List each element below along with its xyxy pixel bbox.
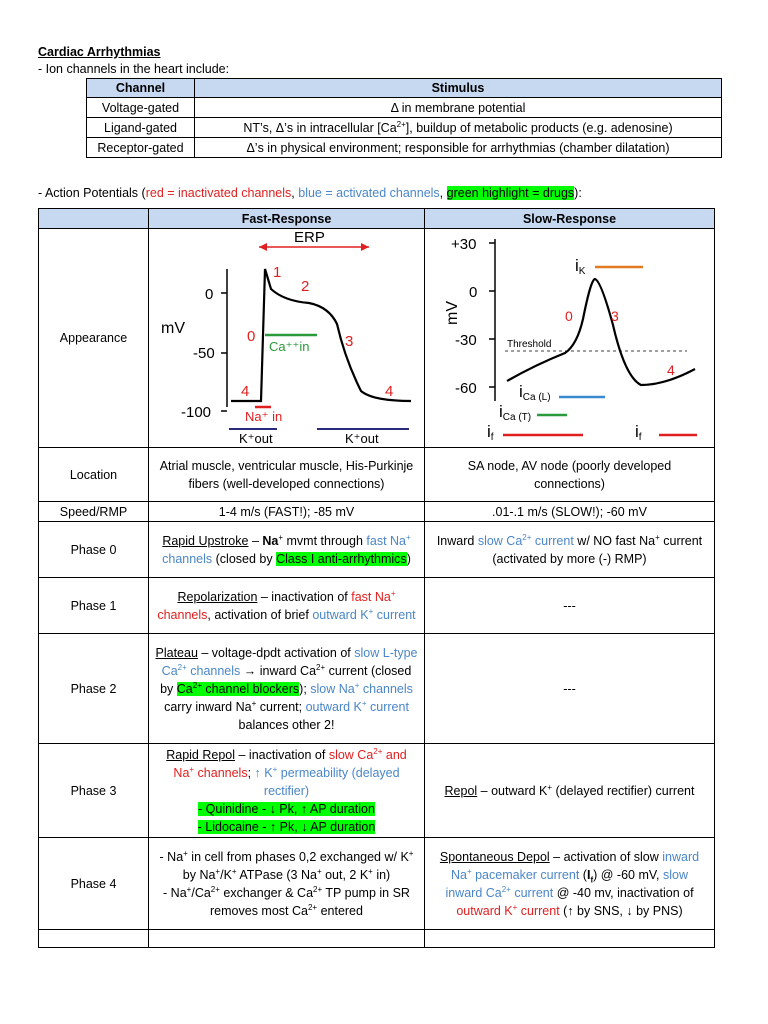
col-header-slow: Slow-Response (425, 209, 715, 229)
if-label: if (635, 422, 642, 443)
row-phase0 (39, 522, 715, 578)
document-page (38, 44, 718, 918)
ap-legend-line: - Action Potentials (red = inactivated channels, blue = activated channels, green highlight = drugs): (38, 186, 582, 200)
action-potential-table (38, 208, 715, 948)
ca-in-label: Ca⁺⁺in (269, 339, 310, 354)
y-axis-label: mV (444, 301, 461, 325)
slow-phase2: --- (425, 634, 715, 744)
tick-label: -30 (455, 332, 477, 349)
table-row (87, 118, 722, 138)
channels-table (86, 78, 722, 158)
corner-header (39, 209, 149, 229)
slow-phase4: Spontaneous Depol – activation of slow inward Na+ pacemaker current $(I_f)$ @ -60 mV, slow inward $Ca^{2+}$ current @ -40 mv, inactivation of outward K+ current (↑ by SNS, ↓ by PNS) (425, 838, 715, 930)
row-label: Phase 2 (39, 634, 149, 744)
row-phase4 (39, 838, 715, 930)
row-speed (39, 502, 715, 522)
row-phase3 (39, 744, 715, 838)
phase-label: 4 (667, 362, 675, 378)
slow-speed: .01-.1 m/s (SLOW!); -60 mV (425, 502, 715, 522)
fast-phase3: Rapid Repol – inactivation of slow $Ca^{2+}$ and Na+ channels; ↑ K+ permeability (delayed rectifier) - Quinidine - ↓ Pk, ↑ AP duration - Lidocaine - ↑ Pk, ↓ AP duration (149, 744, 425, 838)
k-out-label: K⁺out (239, 431, 273, 446)
row-label: Phase 0 (39, 522, 149, 578)
ical-label: iCa (L) (519, 382, 551, 403)
erp-label: ERP (294, 229, 325, 246)
if-label: if (487, 422, 494, 443)
slow-phase0: Inward slow $Ca^{2+}$ current w/ NO fast Na+ current (activated by more (-) RMP) (425, 522, 715, 578)
channel-cell: Receptor-gated (87, 138, 195, 158)
row-label: Speed/RMP (39, 502, 149, 522)
slow-response-chart (425, 229, 714, 447)
tick-label: -50 (193, 345, 215, 362)
k-out-label: K⁺out (345, 431, 379, 446)
intro-line: - Ion channels in the heart include: (38, 62, 230, 76)
table-row (87, 98, 722, 118)
row-appearance (39, 229, 715, 448)
fast-location: Atrial muscle, ventricular muscle, His-Purkinje fibers (well-developed connections) (149, 448, 425, 502)
slow-phase1: --- (425, 578, 715, 634)
fast-phase4: - Na+ in cell from phases 0,2 exchanged w/ K+ by Na+/K+ ATPase (3 Na+ out, 2 K+ in) - $Na^+/Ca^{2+}$ exchanger & $Ca^{2+}$ TP pump in SR removes most $Ca^{2+}$ entered (149, 838, 425, 930)
row-label: Phase 1 (39, 578, 149, 634)
phase-label: 4 (241, 383, 250, 400)
phase-label: 4 (385, 383, 394, 400)
threshold-label: Threshold (507, 339, 552, 350)
tick-label: 0 (205, 286, 214, 303)
stimulus-cell: Δ in membrane potential (195, 98, 722, 118)
fast-ap-curve (231, 269, 411, 401)
icat-label: iCa (T) (499, 402, 532, 423)
slow-phase3: Repol – outward K+ (delayed rectifier) current (425, 744, 715, 838)
row-location (39, 448, 715, 502)
row-label: Phase 4 (39, 838, 149, 930)
phase-label: 1 (273, 264, 282, 281)
slow-location: SA node, AV node (poorly developed connections) (425, 448, 715, 502)
fast-response-chart (149, 229, 424, 447)
row-label: Phase 3 (39, 744, 149, 838)
channel-cell: Ligand-gated (87, 118, 195, 138)
fast-speed: 1-4 m/s (FAST!); -85 mV (149, 502, 425, 522)
row-phase2 (39, 634, 715, 744)
y-axis-label: mV (161, 320, 185, 337)
stimulus-cell: Δ’s in physical environment; responsible for arrhythmias (chamber dilatation) (195, 138, 722, 158)
row-label: Location (39, 448, 149, 502)
stimulus-cell: NT’s, Δ’s in intracellular $[Ca^{2+}]$, buildup of metabolic products (e.g. adenosine) (195, 118, 722, 138)
tick-label: -60 (455, 380, 477, 397)
row-empty (39, 930, 715, 948)
fast-phase0: Rapid Upstroke – Na+ mvmt through fast Na+ channels (closed by Class I anti-arrhythmics) (149, 522, 425, 578)
col-header-fast: Fast-Response (149, 209, 425, 229)
row-phase1 (39, 578, 715, 634)
col-header-channel: Channel (87, 79, 195, 98)
page-title: Cardiac Arrhythmias (38, 45, 161, 59)
phase-label: 0 (565, 308, 573, 324)
tick-label: -100 (181, 404, 212, 421)
col-header-stimulus: Stimulus (195, 79, 722, 98)
phase-label: 2 (301, 278, 310, 295)
table-row (87, 138, 722, 158)
phase-label: 3 (611, 308, 619, 324)
row-label: Appearance (39, 229, 149, 448)
channel-cell: Voltage-gated (87, 98, 195, 118)
na-in-label: Na⁺ in (245, 409, 283, 424)
phase-label: 3 (345, 333, 354, 350)
fast-phase2: Plateau – voltage-dpdt activation of slow L-type $Ca^{2+}$ channels → inward $Ca^{2+}$ current (closed by $Ca^{2+}$ channel blockers); slow Na+ channels carry inward Na+ current; outward K+ current balances other 2! (149, 634, 425, 744)
tick-label: 0 (469, 284, 478, 301)
phase-label: 0 (247, 328, 256, 345)
tick-label: +30 (451, 236, 477, 253)
ik-label: iK (575, 256, 586, 277)
fast-phase1: Repolarization – inactivation of fast Na+ channels, activation of brief outward K+ current (149, 578, 425, 634)
